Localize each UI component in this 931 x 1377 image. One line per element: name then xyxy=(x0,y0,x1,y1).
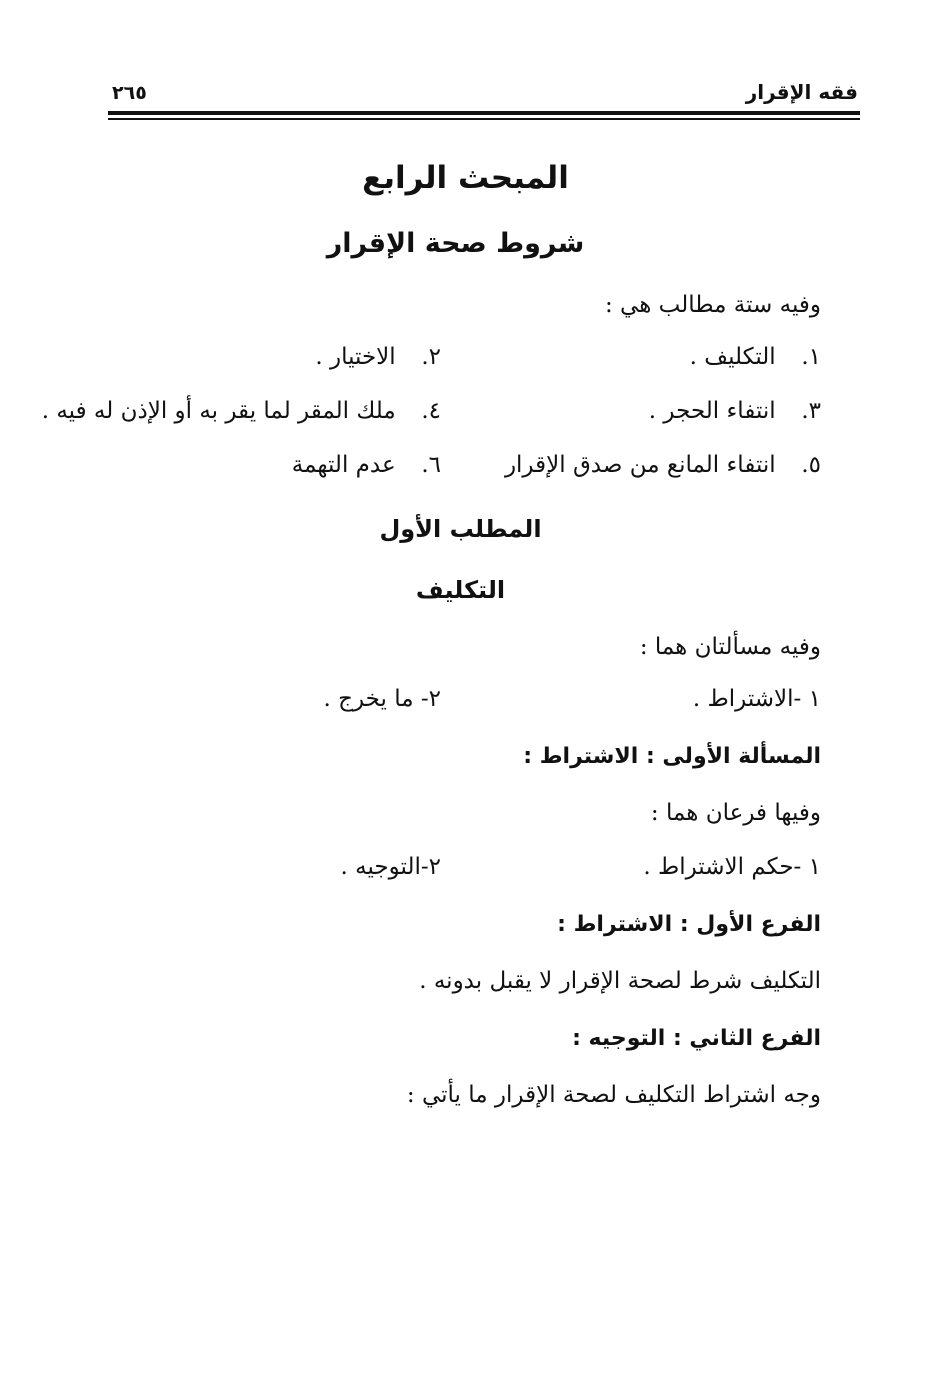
list-item-text: ملك المقر لما يقر به أو الإذن له فيه . xyxy=(41,398,396,424)
masala1-heading: المسألة الأولى : الاشتراط : xyxy=(523,744,821,769)
list-item-text: الاختيار . xyxy=(315,344,396,370)
running-header xyxy=(108,80,860,108)
book-title: فقه الإقرار xyxy=(745,80,858,104)
far1-heading: الفرع الأول : الاشتراط : xyxy=(557,912,821,937)
list-item xyxy=(505,452,821,478)
section-heading: المبحث الرابع xyxy=(362,160,569,196)
list-item xyxy=(292,452,441,478)
list-item xyxy=(690,344,821,370)
list-item xyxy=(315,344,441,370)
matlab-title: التكليف xyxy=(415,576,506,604)
page-number: ٢٦٥ xyxy=(112,82,147,104)
list-item-text: انتفاء المانع من صدق الإقرار xyxy=(504,452,776,478)
header-rule-thick xyxy=(108,111,860,115)
list-item-text: عدم التهمة xyxy=(291,452,396,478)
matlab-item-1: ١ -الاشتراط . xyxy=(692,686,821,712)
list-item xyxy=(649,398,821,424)
far2-heading: الفرع الثاني : التوجيه : xyxy=(572,1026,821,1051)
list-item-number: ٥. xyxy=(801,452,821,478)
matlab-intro: وفيه مسألتان هما : xyxy=(639,634,821,660)
masala1-item-1: ١ -حكم الاشتراط . xyxy=(643,854,821,880)
section-title: شروط صحة الإقرار xyxy=(326,228,585,259)
list-item-number: ٢. xyxy=(421,344,441,370)
matlab-item-2: ٢- ما يخرج . xyxy=(323,686,441,712)
list-item-number: ٦. xyxy=(421,452,441,478)
far1-text: التكليف شرط لصحة الإقرار لا يقبل بدونه . xyxy=(419,968,821,994)
list-item-text: انتفاء الحجر . xyxy=(648,398,776,424)
list-item-number: ١. xyxy=(801,344,821,370)
list-item-number: ٣. xyxy=(801,398,821,424)
masala1-item-2: ٢-التوجيه . xyxy=(340,854,441,880)
list-item-text: التكليف . xyxy=(689,344,776,370)
far2-text: وجه اشتراط التكليف لصحة الإقرار ما يأتي : xyxy=(406,1082,821,1108)
list-item-number: ٤. xyxy=(421,398,441,424)
list-item xyxy=(42,398,441,424)
matlab-heading: المطلب الأول xyxy=(379,515,542,543)
section-intro: وفيه ستة مطالب هي : xyxy=(605,292,821,318)
header-rule-thin xyxy=(108,118,860,120)
masala1-intro: وفيها فرعان هما : xyxy=(650,800,821,826)
